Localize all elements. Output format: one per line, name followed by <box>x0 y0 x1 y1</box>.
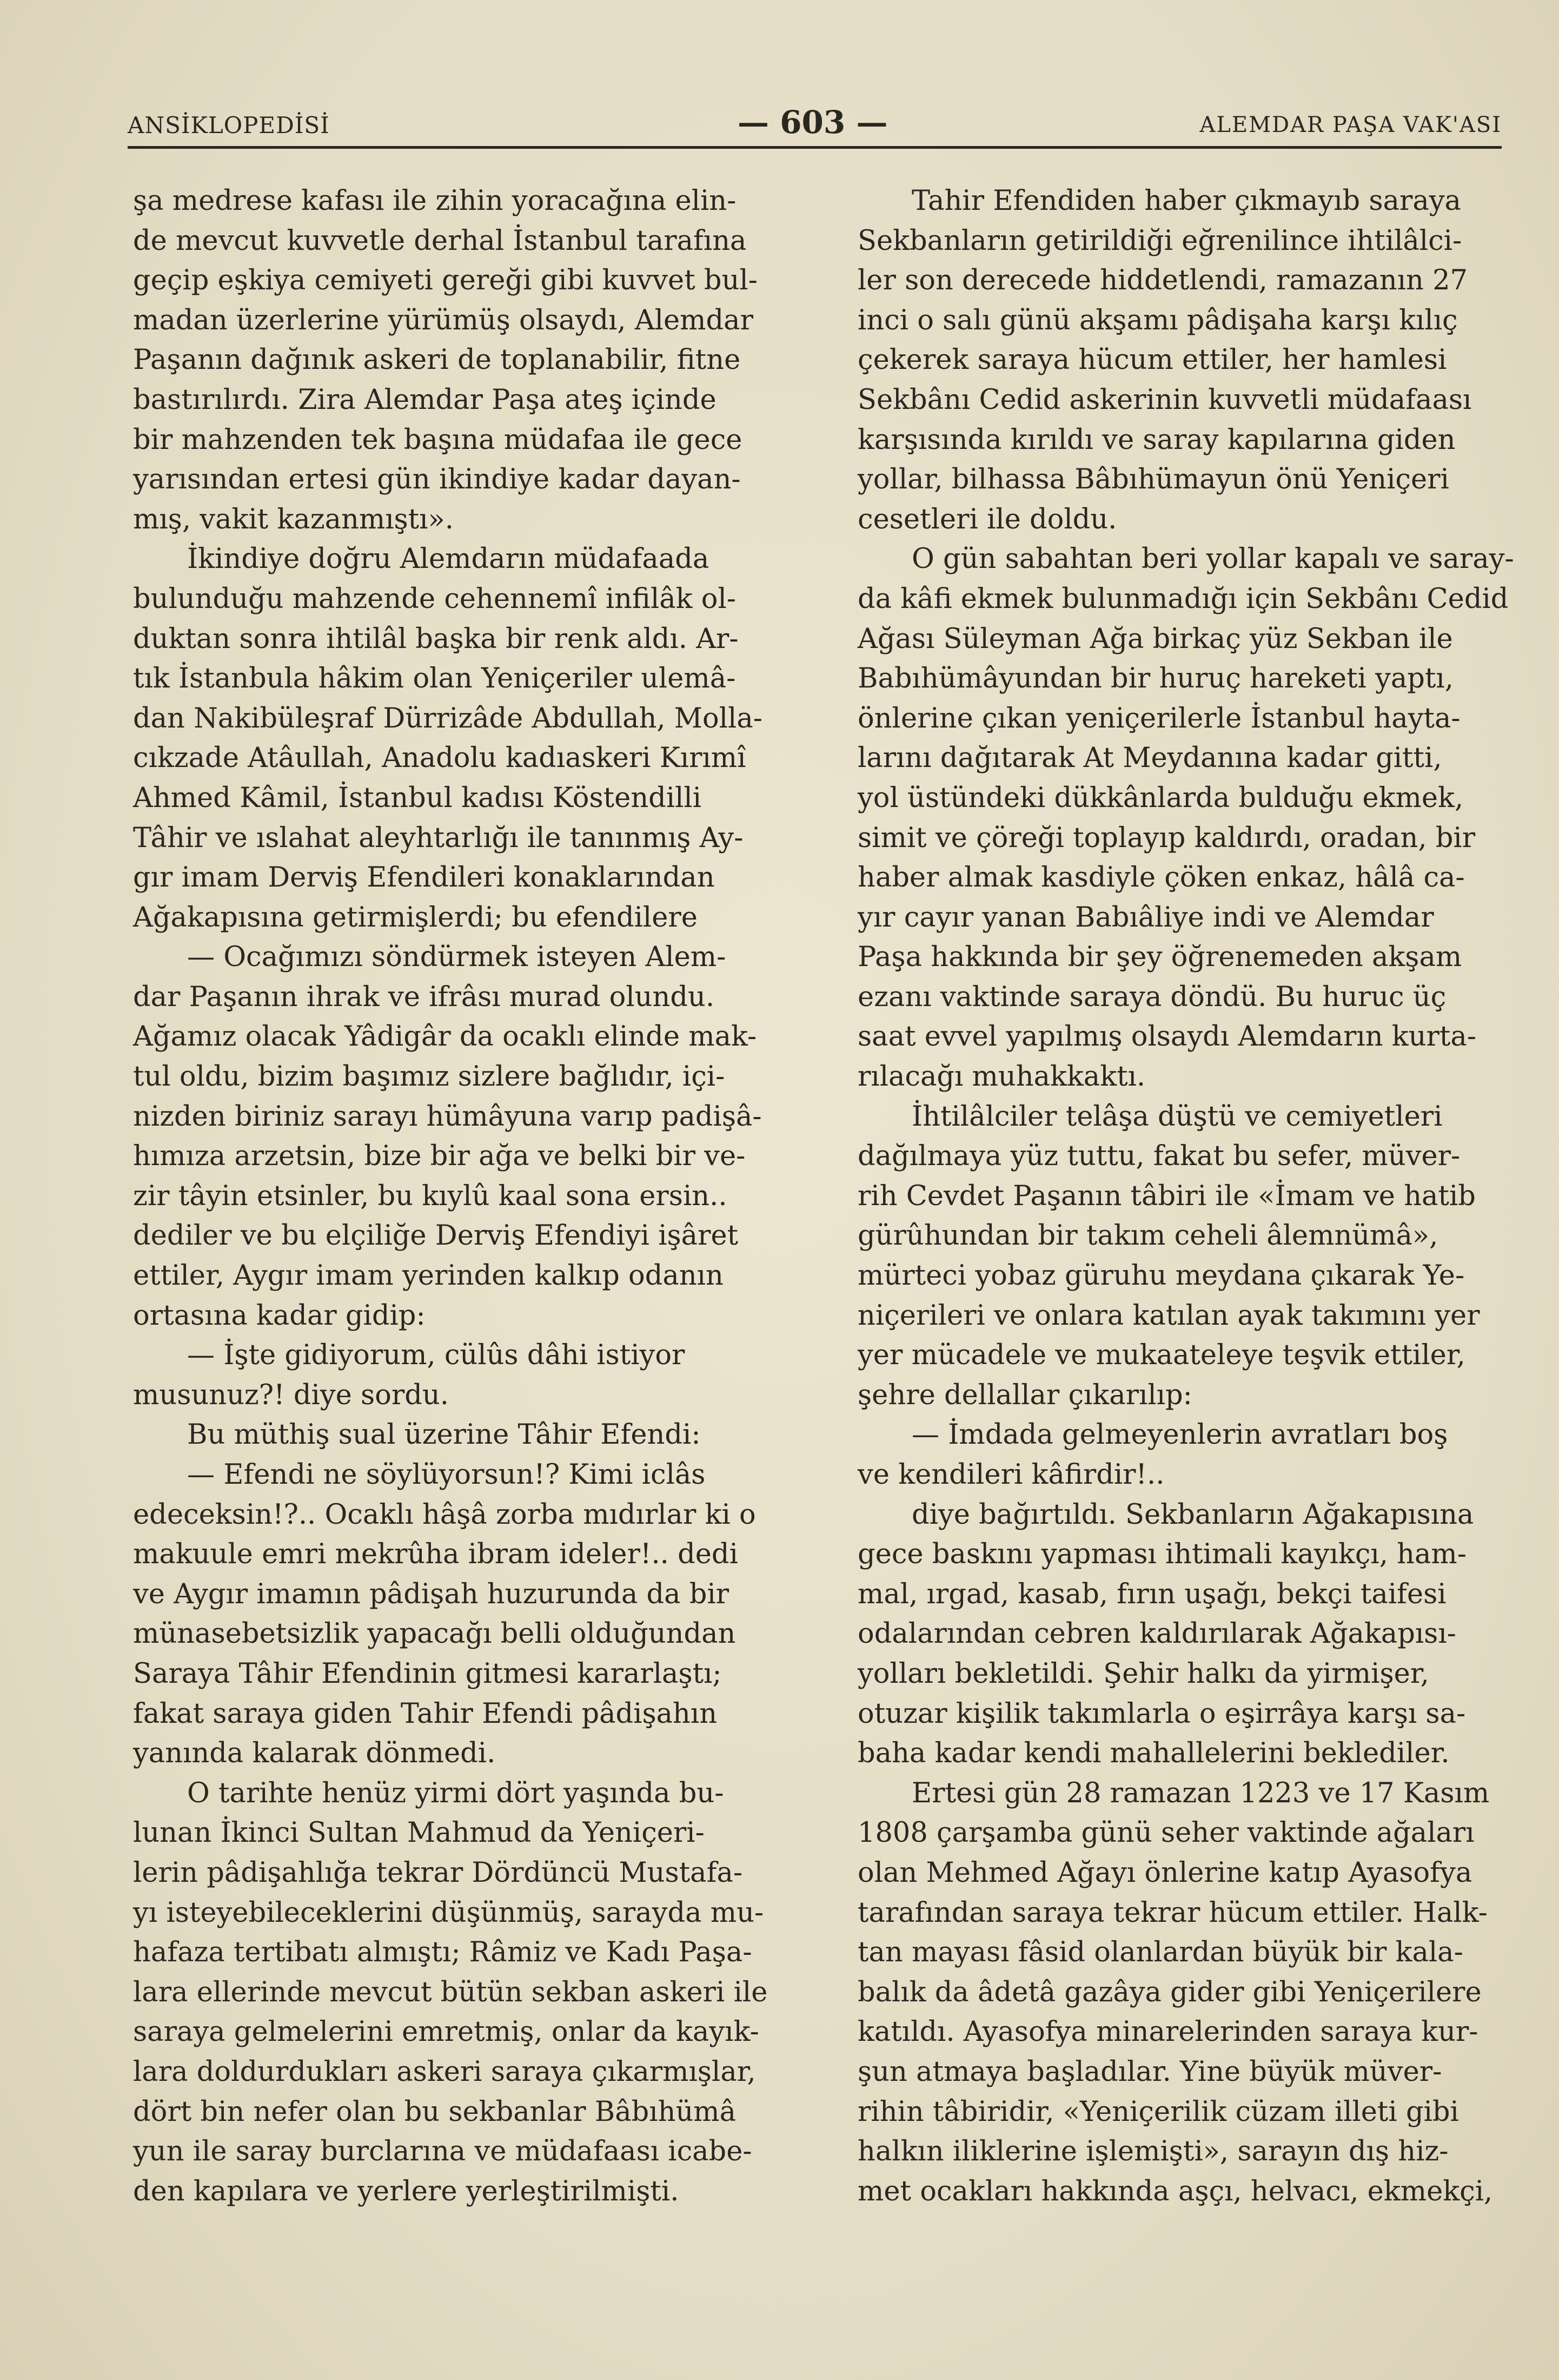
paragraph: Ertesi gün 28 ramazan 1223 ve 17 Kasım 1808 çarşamba günü seher vaktinde ağaları olan Mehmed Ağayı önlerine katıp Ayasofya tarafından saraya tekrar hücum ettiler. Halk- tan mayası fâsid olanlardan büyük bir kala- balık da âdetâ gazâya gider gibi Yeniçerilere katıldı. Ayasofya minarelerinden saraya kur- şun atmaya başladılar. Yine büyük müver- rihin tâbiridir, «Yeniçerilik cüzam illeti gibi halkın iliklerine işlemişti», sarayın dış hiz- met ocakları hakkında aşçı, helvacı, ekmekçi, <box>858 1777 1493 2207</box>
page-header <box>128 87 1502 149</box>
paragraph: O tarihte henüz yirmi dört yaşında bu- lunan İkinci Sultan Mahmud da Yeniçeri- lerin pâdişahlığa tekrar Dördüncü Mustafa- yı isteyebileceklerini düşünmüş, sarayda mu- hafaza tertibatı almıştı; Râmiz ve Kadı Paşa- lara ellerinde mevcut bütün sekban askeri ile saraya gelmelerini emretmiş, onlar da kayık- lara doldurdukları askeri saraya çıkarmışlar, dört bin nefer olan bu sekbanlar Bâbıhümâ yun ile saray burclarına ve müdafaası icabe- den kapılara ve yerlere yerleştirilmişti. <box>133 1777 768 2207</box>
right-column <box>858 181 1525 2211</box>
paragraph: Tahir Efendiden haber çıkmayıb saraya Sekbanların getirildiği eğrenilince ihtilâlci- ler son derecede hiddetlendi, ramazanın 27 inci o salı günü akşamı pâdişaha karşı kılıç çekerek saraya hücum ettiler, her hamlesi Sekbânı Cedid askerinin kuvvetli müdafaası karşısında kırıldı ve saray kapılarına giden yollar, bilhassa Bâbıhümayun önü Yeniçeri cesetleri ile doldu. <box>858 185 1472 536</box>
paragraph: şa medrese kafası ile zihin yoracağına elin- de mevcut kuvvetle derhal İstanbul tarafına geçip eşkiya cemiyeti gereği gibi kuvvet bul- madan üzerlerine yürümüş olsaydı, Alemdar Paşanın dağınık askeri de toplanabilir, fitne bastırılırdı. Zira Alemdar Paşa ateş içinde bir mahzenden tek başına müdafaa ile gece yarısından ertesi gün ikindiye kadar dayan- mış, vakit kazanmıştı». <box>133 185 758 536</box>
paragraph: Bu müthiş sual üzerine Tâhir Efendi: <box>187 1419 701 1451</box>
paragraph: İhtilâlciler telâşa düştü ve cemiyetleri dağılmaya yüz tuttu, fakat bu sefer, müver- rih Cevdet Paşanın tâbiri ile «İmam ve hatib gürûhundan bir takım ceheli âlemnümâ», mürteci yobaz güruhu meydana çıkarak Ye- niçerileri ve onlara katılan ayak takımını yer yer mücadele ve mukaateleye teşvik ettiler, şehre dellallar çıkarılıp: <box>858 1100 1480 1411</box>
paragraph: İkindiye doğru Alemdarın müdafaada bulunduğu mahzende cehennemî infilâk ol- duktan sonra ihtilâl başka bir renk aldı. Ar- tık İstanbula hâkim olan Yeniçeriler ulemâ- dan Nakibüleşraf Dürrizâde Abdullah, Molla- cıkzade Atâullah, Anadolu kadıaskeri Kırımî Ahmed Kâmil, İstanbul kadısı Köstendilli Tâhir ve ıslahat aleyhtarlığı ile tanınmış Ay- gır imam Derviş Efendileri konaklarından Ağakapısına getirmişlerdi; bu efendilere <box>133 543 762 934</box>
paragraph: — Ocağımızı söndürmek isteyen Alem- dar Paşanın ihrak ve ifrâsı murad olundu. Ağamız olacak Yâdigâr da ocaklı elinde mak- tul oldu, bizim başımız sizlere bağlıdır, içi- nizden biriniz sarayı hümâyuna varıp padişâ- hımıza arzetsin, bize bir ağa ve belki bir ve- zir tâyin etsinler, bu kıylû kaal sona ersin.. dediler ve bu elçiliğe Derviş Efendiyi işâret ettiler, Aygır imam yerinden kalkıp odanın ortasına kadar gidip: <box>133 941 762 1332</box>
left-column <box>133 181 801 2211</box>
paragraph: — Efendi ne söylüyorsun!? Kimi iclâs edeceksin!?.. Ocaklı hâşâ zorba mıdırlar ki o makuule emri mekrûha ibram ideler!.. dedi ve Aygır imamın pâdişah huzurunda da bir münasebetsizlik yapacağı belli olduğundan Saraya Tâhir Efendinin gitmesi kararlaştı; fakat saraya giden Tahir Efendi pâdişahın yanında kalarak dönmedi. <box>133 1459 756 1770</box>
page-number: — 603 — <box>738 104 888 141</box>
paragraph: diye bağırtıldı. Sekbanların Ağakapısına gece baskını yapması ihtimali kayıkçı, ham- mal, ırgad, kasab, fırın uşağı, bekçi taifesi odalarından cebren kaldırılarak Ağakapısı- yolları bekletildi. Şehir halkı da yirmişer, otuzar kişilik takımlarla o eşirrâya karşı sa- baha kadar kendi mahallelerini beklediler. <box>858 1498 1474 1770</box>
paragraph: — İmdada gelmeyenlerin avratları boş ve kendileri kâfirdir!.. <box>858 1419 1448 1491</box>
running-head-right: ALEMDAR PAŞA VAK'ASI <box>1199 113 1502 137</box>
paragraph: — İşte gidiyorum, cülûs dâhi istiyor musunuz?! diye sordu. <box>133 1339 685 1411</box>
paragraph: O gün sabahtan beri yollar kapalı ve saray- da kâfi ekmek bulunmadığı için Sekbânı Cedid Ağası Süleyman Ağa birkaç yüz Sekban ile Babıhümâyundan bir huruç hareketi yaptı, önlerine çıkan yeniçerilerle İstanbul hayta- larını dağıtarak At Meydanına kadar gitti, yol üstündeki dükkânlarda bulduğu ekmek, simit ve çöreği toplayıp kaldırdı, oradan, bir haber almak kasdiyle çöken enkaz, hâlâ ca- yır cayır yanan Babıâliye indi ve Alemdar Paşa hakkında bir şey öğrenemeden akşam ezanı vaktinde saraya döndü. Bu huruc üç saat evvel yapılmış olsaydı Alemdarın kurta- rılacağı muhakkaktı. <box>858 543 1514 1093</box>
running-head-left: ANSİKLOPEDİSİ <box>128 112 330 138</box>
